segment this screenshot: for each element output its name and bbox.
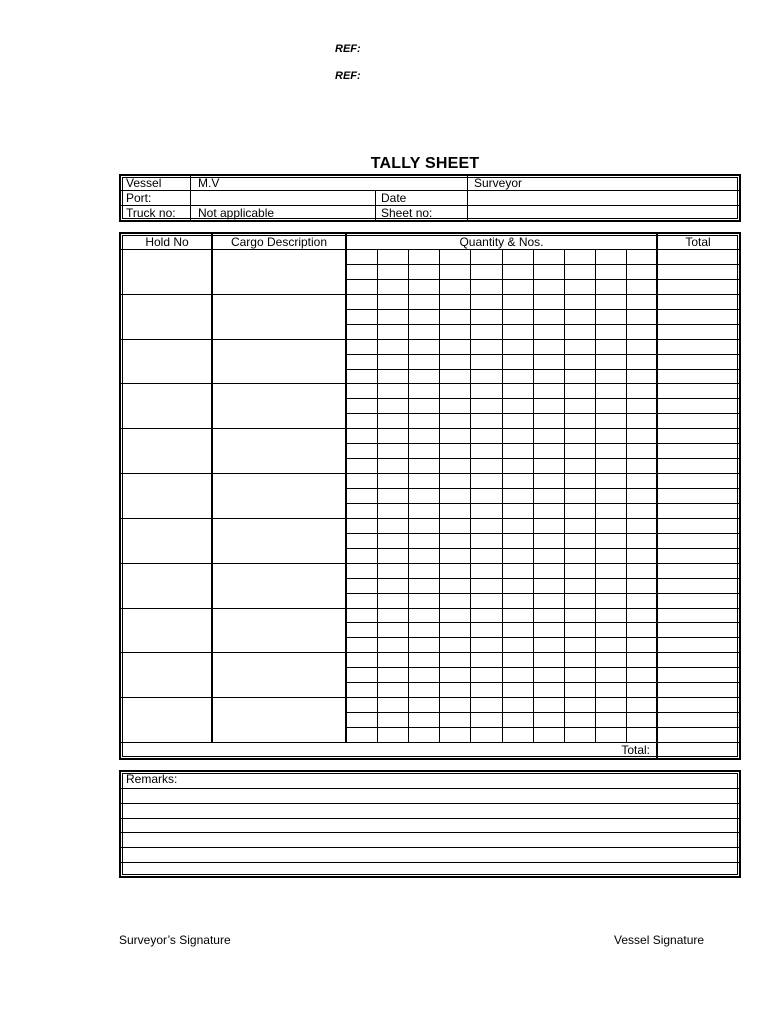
header-divider [121,249,739,250]
row-divider [346,324,739,325]
row-divider [346,667,739,668]
port-label: Port: [126,191,152,205]
row-divider [346,443,739,444]
quantity-column-divider [626,249,627,742]
truck-label: Truck no: [126,206,176,220]
group-divider [121,697,739,698]
remarks-line [121,862,739,863]
vessel-value: M.V [198,176,220,190]
ref-line-1: REF: [335,43,361,55]
page-title: TALLY SHEET [370,155,480,172]
quantity-column-divider [470,249,471,742]
row-divider [346,279,739,280]
info-col-divider-date [375,190,376,220]
info-row-divider-1 [121,190,739,191]
remarks-line [121,803,739,804]
group-divider [121,652,739,653]
row-divider [346,264,739,265]
group-divider [121,608,739,609]
quantity-column-divider [439,249,440,742]
row-divider [346,488,739,489]
remarks-line [121,818,739,819]
group-divider [121,563,739,564]
group-divider [121,473,739,474]
row-divider [346,593,739,594]
vessel-label: Vessel [126,176,162,190]
quantity-column-divider [502,249,503,742]
quantity-column-divider [564,249,565,742]
remarks-line [121,832,739,833]
row-divider [346,369,739,370]
row-divider [346,622,739,623]
info-col-divider-surveyor [467,176,468,220]
quantity-column-divider [533,249,534,742]
ref-line-2: REF: [335,70,361,82]
group-divider [121,518,739,519]
remarks-line [121,788,739,789]
surveyor-label: Surveyor [474,176,523,190]
sheet-label: Sheet no: [381,206,433,220]
group-divider [121,294,739,295]
date-label: Date [381,191,407,205]
row-divider [346,578,739,579]
row-divider [346,727,739,728]
quantity-column-divider [377,249,378,742]
group-divider [121,428,739,429]
cargo-description-header: Cargo Description [230,235,328,249]
grand-total-label: Total: [621,743,650,757]
remarks-line [121,847,739,848]
info-col-divider-label [190,176,191,220]
quantity-header: Quantity & Nos. [459,235,544,249]
group-divider [121,383,739,384]
remarks-label: Remarks: [126,772,178,786]
vessel-signature-label: Vessel Signature [614,933,705,947]
row-divider [346,309,739,310]
hold-no-header: Hold No [145,235,189,249]
quantity-column-divider [595,249,596,742]
group-divider [121,339,739,340]
quantity-total-divider [656,234,658,758]
row-divider [346,548,739,549]
row-divider [346,637,739,638]
row-divider [346,682,739,683]
row-divider [346,458,739,459]
total-header: Total [685,235,711,249]
hold-cargo-divider [211,234,213,742]
quantity-column-divider [408,249,409,742]
row-divider [346,503,739,504]
row-divider [346,533,739,534]
row-divider [346,354,739,355]
surveyor-signature-label: Surveyor’s Signature [119,933,231,947]
truck-value: Not applicable [198,206,275,220]
row-divider [346,413,739,414]
row-divider [346,398,739,399]
row-divider [346,712,739,713]
cargo-quantity-divider [345,234,347,742]
